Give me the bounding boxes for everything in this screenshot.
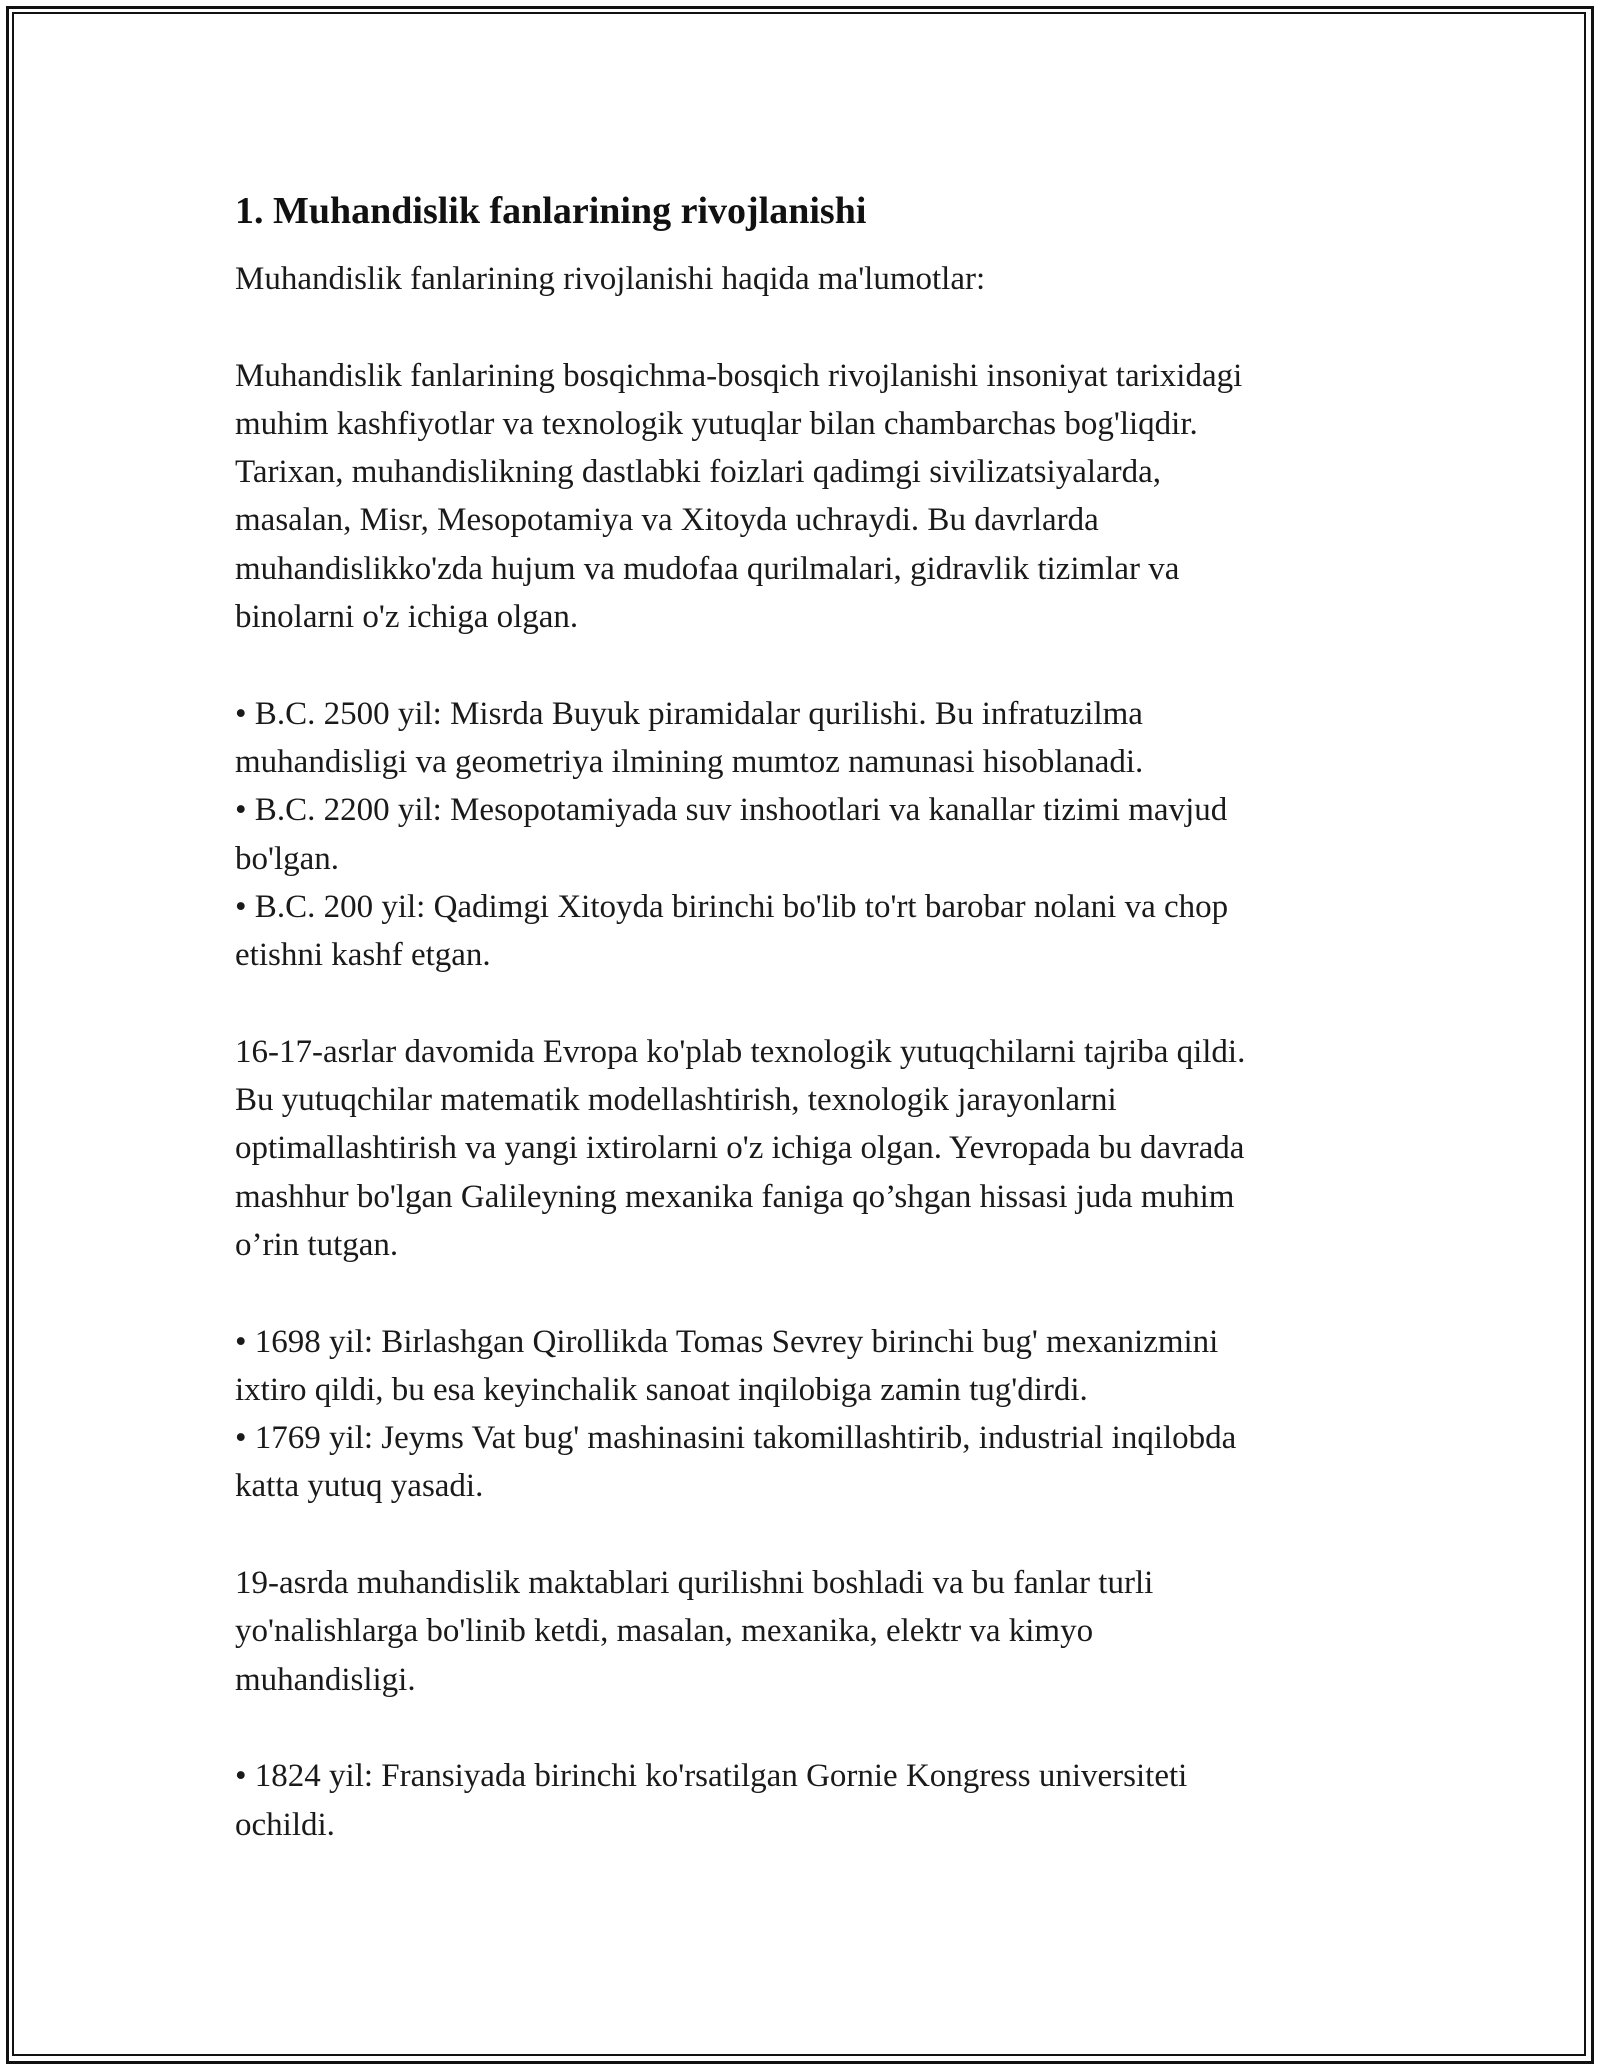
paragraph-spacer [235, 1269, 1385, 1317]
bullet-list-ancient: • B.C. 2500 yil: Misrda Buyuk piramidalar qurilishi. Bu infratuzilma muhandisligi va geometriya ilmining mumtoz namunasi hisoblanadi. • B.C. 2200 yil: Mesopotamiyada suv inshootlari va kanallar tizimi mavjud bo'lgan. • B.C. 200 yil: Qadimgi Xitoyda birinchi bo'lib to'rt barobar nolani va chop etishni kashf etgan. [235, 695, 1229, 974]
paragraph-spacer [235, 303, 1385, 351]
paragraph-ancient-civilizations: Muhandislik fanlarining bosqichma-bosqich rivojlanishi insoniyat tarixidagi muhim kashfiyotlar va texnologik yutuqlar bilan chambarchas bog'liqdir. Tarixan, muhandislikning dastlabki foizlari qadimgi sivilizatsiyalarda, masalan, Misr, Mesopotamiya va Xitoyda uchraydi. Bu davrlarda muhandislikko'zda hujum va mudofaa qurilmalari, gidravlik tizimlar va binolarni o'z ichiga olgan. [235, 357, 1243, 636]
document-title: 1. Muhandislik fanlarining rivojlanishi [235, 190, 867, 232]
document-body [235, 185, 1385, 1849]
paragraph-spacer [235, 1511, 1385, 1559]
paragraph-16-17-centuries: 16-17-asrlar davomida Evropa ko'plab texnologik yutuqchilarni tajriba qildi. Bu yutuqchilar matematik modellashtirish, texnologik jarayonlarni optimallashtirish va yangi ixtirolarni o'z ichiga olgan. Yevropada bu davrada mashhur bo'lgan Galileyning mexanika faniga qo’shgan hissasi juda muhim o’rin tutgan. [235, 1033, 1246, 1263]
intro-text: Muhandislik fanlarining rivojlanishi haqida ma'lumotlar: [235, 261, 986, 297]
bullet-list-industrial: • 1698 yil: Birlashgan Qirollikda Tomas Sevrey birinchi bug' mexanizmini ixtiro qildi, bu esa keyinchalik sanoat inqilobiga zamin tug'dirdi. • 1769 yil: Jeyms Vat bug' mashinasini takomillashtirib, industrial inqilobda katta yutuq yasadi. [235, 1323, 1237, 1505]
bullet-list-universities: • 1824 yil: Fransiyada birinchi ko'rsatilgan Gornie Kongress universiteti ochildi. [235, 1758, 1188, 1843]
paragraph-spacer [235, 979, 1385, 1027]
paragraph-spacer [235, 641, 1385, 689]
paragraph-spacer [235, 1704, 1385, 1752]
paragraph-19-century: 19-asrda muhandislik maktablari qurilishni boshladi va bu fanlar turli yo'nalishlarga bo'linib ketdi, masalan, mexanika, elektr va kimyo muhandisligi. [235, 1565, 1154, 1698]
